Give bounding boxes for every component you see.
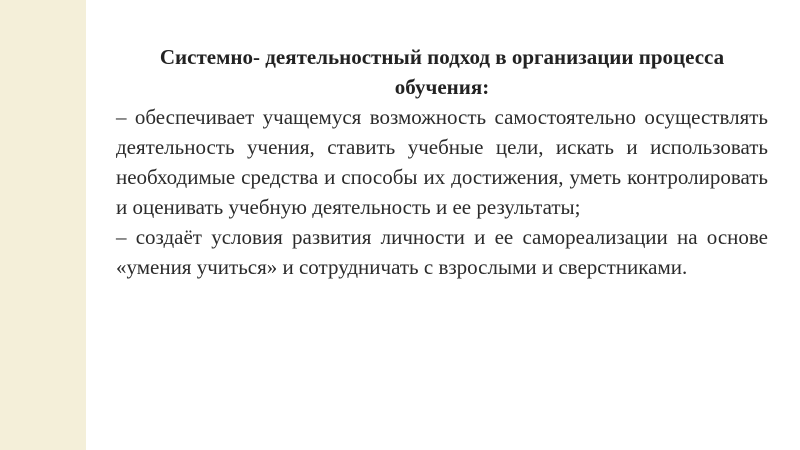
paragraph-2: – создаёт условия развития личности и ее самореализации на основе «умения учиться» и сотрудничать с взрослыми и сверстниками. xyxy=(116,225,768,279)
slide-content xyxy=(116,42,768,282)
paragraph-1: – обеспечивает учащемуся возможность самостоятельно осуществлять деятельность учения, ставить учебные цели, искать и использовать необходимые средства и способы их достижения, уметь контролировать и оценивать учебную деятельность и ее результаты; xyxy=(116,105,768,219)
decorative-side-band xyxy=(0,0,86,450)
slide-title: Системно- деятельностный подход в организации процесса обучения: xyxy=(159,45,725,99)
